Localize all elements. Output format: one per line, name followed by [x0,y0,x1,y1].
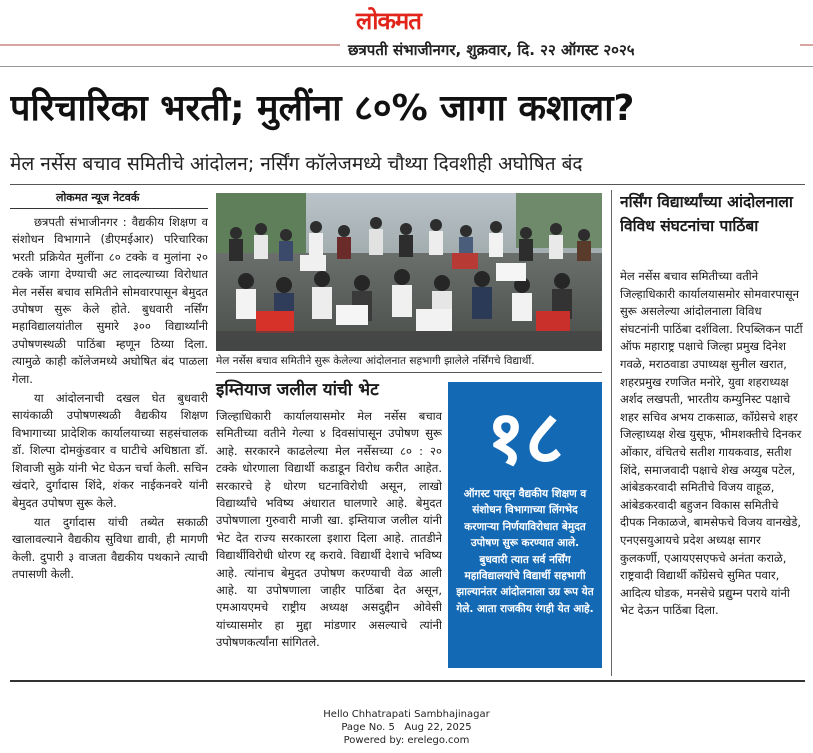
sidebar-column [620,268,804,676]
dateline-rule [0,66,813,67]
page-bottom-rule [10,680,805,682]
column-divider [611,190,612,676]
article-column-2 [216,408,442,668]
paragraph: यात दुर्गादास यांची तब्येत सकाळी खालावल्याने वैद्यकीय सुविधा द्यावी, ही मागणी केली. दुपारी ३ वाजता वैद्यकीय पथकाने त्याची तपासणी केली. [12,514,208,582]
paragraph: छत्रपती संभाजीनगर : वैद्यकीय शिक्षण व संशोधन विभागाने (डीएमईआर) परिचारिका भरती प्रक्रियेत मुलींना ८० टक्के व मुलांना २० टक्के जागा देण्याची अट लादल्याच्या विरोधात मेल नर्सेस बचाव समितीने सोमवारपासून बेमुदत उपोषण सुरू केले होते. बुधवारी नर्सिंग महाविद्यालयांतील सुमारे ३०० विद्यार्थ्यांनी उपोषणस्थळी पाठिंबा म्हणून ठिय्या दिला. त्यामुळे काही कॉलेजमध्ये अघोषित बंद पाळला गेला. [12,215,208,386]
paragraph: मेल नर्सेस बचाव समितीच्या वतीने जिल्हाधिकारी कार्यालयासमोर सोमवारपासून सुरू असलेल्या आंदोलनाला विविध संघटनांनी पाठिंबा दर्शविला. रिपब्लिकन पार्टी ऑफ महाराष्ट्र पक्षाचे जिल्हा प्रमुख दिनेश गवळे, मराठवाडा उपाध्यक्ष सुनील खरात, शहरप्रमुख रणजित मनोरे, युवा शहराध्यक्ष अर्शद लखपती, भारतीय कम्युनिस्ट पक्षाचे शहर सचिव अभय टाकसाळ, काँग्रेसचे शहर जिल्हाध्यक्ष शेख युसूफ, भीमशक्तीचे दिनकर ओंकार, वंचितचे सतीश गायकवाड, सतीश शिंदे, समाजवादी पक्षाचे शेख अय्युब पटेल, आंबेडकरवादी समितीचे विजय वाहूळ, आंबेडकरवादी बहुजन विकास समितीचे दीपक निकाळजे, बामसेफचे विजय वानखेडे, एनएसयुआयचे प्रदेश अध्यक्ष सागर कुलकर्णी, एआयएसएफचे अनंता कराळे, राष्ट्रवादी विद्यार्थी काँग्रेसचे सुमित पवार, आदित्य घोडक, मनसेचे प्रद्युम्न पराये यांनी भेट देऊन पाठिंबा दिला. [620,269,803,618]
paragraph: या आंदोलनाची दखल घेत बुधवारी सायंकाळी उपोषणस्थळी वैद्यकीय शिक्षण विभागाच्या प्रादेशिक कार्यालयाच्या सहसंचालक डॉ. शिल्पा दोमकुंडवार व घाटीचे अधिष्ठाता डॉ. शिवाजी सुक्रे यांनी भेट घेऊन चर्चा केली. सचिन खंदारे, दुर्गादास शिंदे, शंकर नाईकनवरे यांनी बेमुदत उपोषण सुरू केले. [12,391,208,510]
byline: लोकमत न्यूज नेटवर्क [56,191,140,204]
highlight-box [448,382,602,668]
protest-photo [216,193,602,351]
footer-powered-by: Powered by: erelego.com [343,735,470,746]
paragraph: जिल्हाधिकारी कार्यालयासमोर मेल नर्सेस बचाव समितीच्या वतीने गेल्या ४ दिवसांपासून उपोषण सुरू आहे. सरकारने काढलेल्या मेल नर्सेसच्या ८० : २० टक्के धोरणाला विद्यार्थी कडाडून विरोध करीत आहेत. सरकारचे हे धोरण घटनाविरोधी असून, लाखो विद्यार्थ्यांचे भविष्य अंधारात घालणारे आहे. बेमुदत उपोषणाला गुरुवारी माजी खा. इम्तियाज जलील यांनी भेट देत राज्य सरकारला इशारा दिला आहे. तातडीने विद्यार्थीविरोधी धोरण रद्द करावे. विद्यार्थी देशाचे भविष्य आहे. त्यांनाच बेमुदत उपोषण करण्याची वेळ आली आहे. या उपोषणाला जाहीर पाठिंबा देत असून, एमआयएमचे राष्ट्रीय अध्यक्ष असदुद्दीन ओवेसी यांच्यासमोर हा मुद्दा मांडणार असल्याचे त्यांनी उपोषणकर्त्यांना सांगितले. [216,409,442,650]
byline-rule [10,208,208,209]
article-column-1 [12,214,208,674]
subhead-rule [10,184,805,185]
footer-edition: Hello Chhatrapati Sambhajinagar [323,709,490,720]
headline: परिचारिका भरती; मुलींना ८०% जागा कशाला? [10,88,635,129]
caption-rule [216,372,602,373]
sidebar-heading: नर्सिंग विद्यार्थ्यांच्या आंदोलनाला विविध संघटनांचा पाठिंबा [620,193,793,235]
dateline: छत्रपती संभाजीनगर, शुक्रवार, दि. २२ ऑगस्ट २०२५ [340,38,800,62]
highlight-text: ऑगस्ट पासून वैद्यकीय शिक्षण व संशोधन विभागाच्या लिंगभेद करणाऱ्या निर्णयाविरोधात बेमुदत उपोषण सुरू करण्यात आले. बुधवारी त्यात सर्व नर्सिंग महाविद्यालयांचे विद्यार्थी सहभागी झाल्यानंतर आंदोलनाला उग्र रूप येत गेले. आता राजकीय रंगही येत आहे. [456,488,594,615]
photo-caption: मेल नर्सेस बचाव समितीने सुरू केलेल्या आंदोलनात सहभागी झालेले नर्सिंगचे विद्यार्थी. [216,355,535,367]
subheadline: मेल नर्सेस बचाव समितीचे आंदोलन; नर्सिंग कॉलेजमध्ये चौथ्या दिवशीही अघोषित बंद [10,153,583,175]
page-footer [250,708,563,748]
masthead [0,0,813,62]
newspaper-logo: लोकमत [356,7,421,35]
highlight-number: १८ [486,395,564,481]
protest-photo-illustration [216,193,602,351]
footer-page-date: Page No. 5 Aug 22, 2025 [341,722,472,733]
section-heading: इम्तियाज जलील यांची भेट [216,380,379,400]
